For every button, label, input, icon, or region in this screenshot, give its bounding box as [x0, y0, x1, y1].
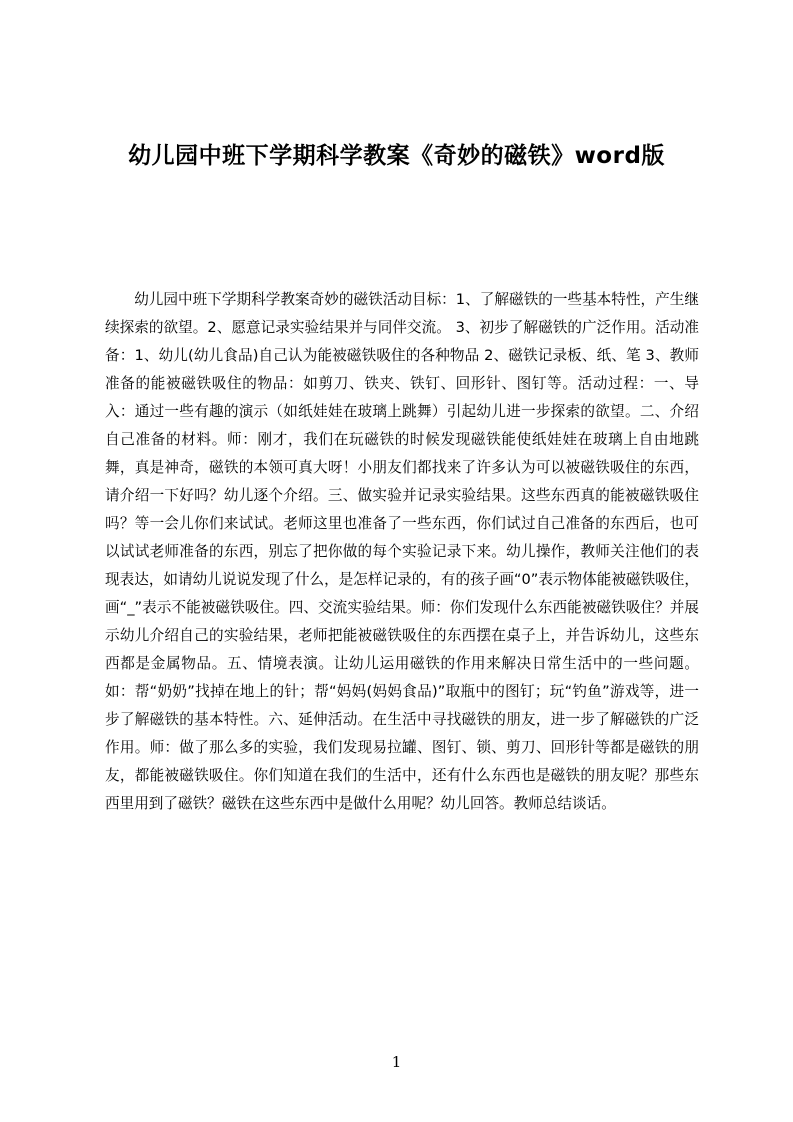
document-body: 幼儿园中班下学期科学教案奇妙的磁铁活动目标：1、了解磁铁的一些基本特性，产生继续探索的欲望。2、愿意记录实验结果并与同伴交流。 3、初步了解磁铁的广泛作用。活动准备：1、幼儿(幼儿食品)自己认为能被磁铁吸住的各种物品 2、磁铁记录板、纸、笔 3、教师准备的能被磁铁吸住的物品：如剪刀、铁夹、铁钉、回形针、图钉等。活动过程：一、导入：通过一些有趣的演示（如纸娃娃在玻璃上跳舞）引起幼儿进一步探索的欲望。二、介绍自己准备的材料。师：刚才，我们在玩磁铁的时候发现磁铁能使纸娃娃在玻璃上自由地跳舞，真是神奇，磁铁的本领可真大呀！小朋友们都找来了许多认为可以被磁铁吸住的东西，请介绍一下好吗？幼儿逐个介绍。三、做实验并记录实验结果。这些东西真的能被磁铁吸住吗？等一会儿你们来试试。老师这里也准备了一些东西，你们试过自己准备的东西后，也可以试试老师准备的东西，别忘了把你做的每个实验记录下来。幼儿操作，教师关注他们的表现表达，如请幼儿说说发现了什么，是怎样记录的，有的孩子画“0”表示物体能被磁铁吸住，画“_”表示不能被磁铁吸住。四、交流实验结果。师：你们发现什么东西能被磁铁吸住？并展示幼儿介绍自己的实验结果，老师把能被磁铁吸住的东西摆在桌子上，并告诉幼儿，这些东西都是金属物品。五、情境表演。让幼儿运用磁铁的作用来解决日常生活中的一些问题。如：帮“奶奶”找掉在地上的针；帮“妈妈(妈妈食品)”取瓶中的图钉；玩“钓鱼”游戏等，进一步了解磁铁的基本特性。六、延伸活动。在生活中寻找磁铁的朋友，进一步了解磁铁的广泛作用。师：做了那么多的实验，我们发现易拉罐、图钉、锁、剪刀、回形针等都是磁铁的朋友，都能被磁铁吸住。你们知道在我们的生活中，还有什么东西也是磁铁的朋友呢？那些东西里用到了磁铁？磁铁在这些东西中是做什么用呢？幼儿回答。教师总结谈话。: [105, 291, 699, 812]
document-title: 幼儿园中班下学期科学教案《奇妙的磁铁》word版: [128, 143, 665, 169]
page-number: 1: [391, 1053, 402, 1071]
